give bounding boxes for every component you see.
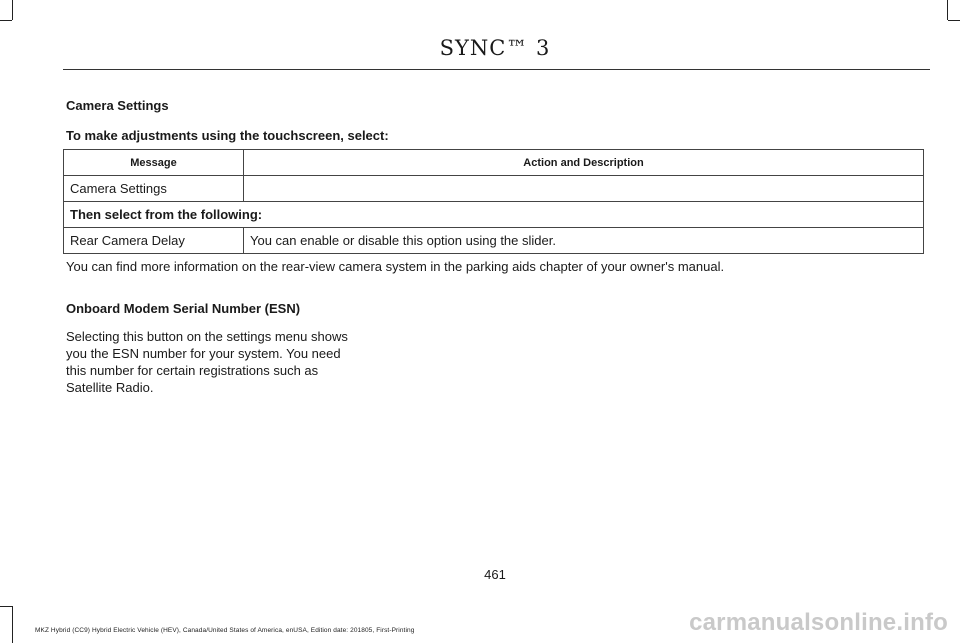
table-span-row [64,202,924,228]
esn-heading: Onboard Modem Serial Number (ESN) [66,301,301,316]
cell-message: Rear Camera Delay [64,228,244,254]
running-head: SYNC™ 3 [439,36,551,60]
camera-settings-footnote: You can find more information on the rear-view camera system in the parking aids chapter of your owner's manual. [66,259,725,274]
camera-settings-table [63,149,924,254]
crop-mark-bottom-left-horizontal [0,606,12,607]
cell-message: Camera Settings [64,176,244,202]
crop-mark-top-left-vertical [12,0,13,20]
page-number: 461 [484,567,506,582]
cell-action [244,176,924,202]
crop-mark-top-left-horizontal [0,20,12,21]
column-header-message: Message [64,150,244,176]
header-rule [63,69,930,70]
edition-imprint: MKZ Hybrid (CC9) Hybrid Electric Vehicle (HEV), Canada/United States of America, enUSA, Edition date: 201805, First-Printing [35,627,415,634]
watermark: carmanualsonline.info [689,609,948,636]
camera-settings-heading: Camera Settings [66,98,169,113]
cell-span-instruction: Then select from the following: [64,202,924,228]
crop-mark-top-right-horizontal [948,20,960,21]
table-header-row [64,150,924,176]
column-header-action: Action and Description [244,150,924,176]
camera-settings-intro: To make adjustments using the touchscreen, select: [66,128,389,143]
table-row [64,228,924,254]
table-row [64,176,924,202]
cell-action: You can enable or disable this option using the slider. [244,228,924,254]
esn-body: Selecting this button on the settings menu shows you the ESN number for your system. You need this number for certain registrations such as Satellite Radio. [66,329,348,395]
crop-mark-bottom-left-vertical [12,606,13,643]
crop-mark-top-right-vertical [947,0,948,20]
